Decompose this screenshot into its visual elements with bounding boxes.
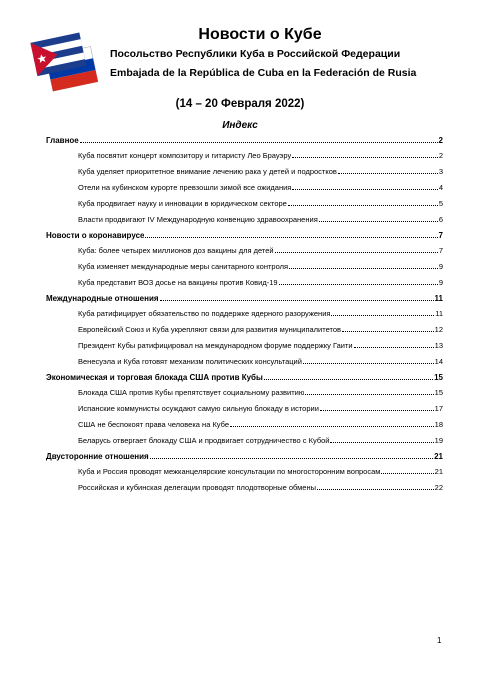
toc-leader-dots — [150, 452, 433, 459]
toc-leader-dots — [305, 388, 433, 395]
toc-leader-dots — [331, 309, 434, 316]
toc-section[interactable] — [46, 291, 443, 306]
toc-section-label: Международные отношения — [46, 294, 159, 303]
toc-leader-dots — [160, 294, 434, 301]
toc-leader-dots — [292, 151, 438, 158]
toc-item[interactable] — [46, 196, 443, 212]
index-heading: Индекс — [222, 120, 258, 131]
toc-item-label: Куба уделяет приоритетное внимание лечению рака у детей и подростков — [78, 167, 337, 176]
toc-item-label: США не беспокоят права человека на Кубе — [78, 420, 230, 429]
toc-item-label: Куба изменяет международные меры санитарного контроля — [78, 262, 289, 271]
toc-section[interactable] — [46, 133, 443, 148]
toc-page-number: 4 — [438, 183, 443, 192]
toc-item-label: Испанские коммунисты осуждают самую сильную блокаду в истории — [78, 404, 319, 413]
toc-item-label: Куба: более четырех миллионов доз вакцины для детей — [78, 246, 274, 255]
toc-page-number: 9 — [438, 262, 443, 271]
toc-item[interactable] — [46, 385, 443, 401]
toc-page-number: 11 — [434, 294, 443, 303]
toc-leader-dots — [381, 467, 433, 474]
toc-item[interactable] — [46, 433, 443, 449]
toc-item[interactable] — [46, 180, 443, 196]
toc-section-label: Главное — [46, 136, 79, 145]
toc-page-number: 12 — [434, 325, 443, 334]
toc-item-label: Куба представит ВОЗ досье на вакцины против Ковид-19 — [78, 278, 278, 287]
toc-leader-dots — [320, 404, 434, 411]
toc-leader-dots — [145, 231, 437, 238]
toc-item[interactable] — [46, 259, 443, 275]
table-of-contents — [46, 133, 443, 496]
toc-leader-dots — [319, 215, 438, 222]
toc-item[interactable] — [46, 354, 443, 370]
toc-leader-dots — [279, 278, 438, 285]
toc-item-label: Российская и кубинская делегации проводят плодотворные обмены — [78, 483, 316, 492]
toc-item[interactable] — [46, 338, 443, 354]
toc-leader-dots — [264, 373, 433, 380]
toc-leader-dots — [303, 357, 434, 364]
toc-item[interactable] — [46, 480, 443, 496]
toc-leader-dots — [230, 420, 434, 427]
toc-page-number: 15 — [434, 388, 443, 397]
toc-leader-dots — [330, 436, 433, 443]
toc-page-number: 18 — [434, 420, 443, 429]
toc-item-label: Венесуэла и Куба готовят механизм политических консультаций — [78, 357, 302, 366]
toc-item[interactable] — [46, 401, 443, 417]
toc-item[interactable] — [46, 212, 443, 228]
page-number: 1 — [437, 636, 442, 645]
toc-section[interactable] — [46, 370, 443, 385]
toc-page-number: 13 — [434, 341, 443, 350]
toc-item-label: Куба и Россия проводят межканцелярские консультации по многосторонним вопросам — [78, 467, 381, 476]
toc-item[interactable] — [46, 322, 443, 338]
toc-page-number: 11 — [435, 309, 443, 318]
document-title: Новости о Кубе — [198, 26, 322, 43]
date-range: (14 – 20 Февраля 2022) — [175, 98, 305, 110]
toc-item[interactable] — [46, 275, 443, 291]
toc-item-label: Беларусь отвергает блокаду США и продвигает сотрудничество с Кубой — [78, 436, 330, 445]
toc-leader-dots — [80, 136, 438, 143]
toc-leader-dots — [317, 483, 434, 490]
toc-item-label: Куба продвигает науку и инновации в юридическом секторе — [78, 199, 287, 208]
toc-item[interactable] — [46, 306, 443, 322]
toc-leader-dots — [288, 199, 438, 206]
toc-item[interactable] — [46, 417, 443, 433]
toc-page-number: 7 — [438, 246, 443, 255]
toc-leader-dots — [275, 246, 438, 253]
toc-page-number: 17 — [434, 404, 443, 413]
toc-leader-dots — [292, 183, 437, 190]
toc-page-number: 21 — [434, 452, 443, 461]
toc-item-label: Власти продвигают IV Международную конвенцию здравоохранения — [78, 215, 318, 224]
toc-leader-dots — [354, 341, 434, 348]
toc-leader-dots — [289, 262, 438, 269]
toc-item-label: Куба ратифицирует обязательство по поддержке ядерного разоружения — [78, 309, 331, 318]
toc-page-number: 6 — [438, 215, 443, 224]
toc-item[interactable] — [46, 464, 443, 480]
toc-page-number: 19 — [434, 436, 443, 445]
toc-leader-dots — [342, 325, 434, 332]
toc-item[interactable] — [46, 148, 443, 164]
toc-page-number: 22 — [434, 483, 443, 492]
toc-page-number: 9 — [438, 278, 443, 287]
toc-section-label: Новости о коронавирусе — [46, 231, 145, 240]
toc-item[interactable] — [46, 243, 443, 259]
toc-page-number: 3 — [438, 167, 443, 176]
toc-section-label: Экономическая и торговая блокада США против Кубы — [46, 373, 263, 382]
toc-section[interactable] — [46, 449, 443, 464]
toc-leader-dots — [338, 167, 438, 174]
toc-section[interactable] — [46, 228, 443, 243]
toc-section-label: Двусторонние отношения — [46, 452, 149, 461]
toc-item-label: Отели на кубинском курорте превзошли зимой все ожидания — [78, 183, 292, 192]
toc-item-label: Блокада США против Кубы препятствует социальному развитию — [78, 388, 305, 397]
embassy-name-russian: Посольство Республики Куба в Российской Федерации — [110, 48, 401, 60]
embassy-name-spanish: Embajada de la República de Cuba en la Federación de Rusia — [110, 67, 417, 79]
toc-item-label: Европейский Союз и Куба укрепляют связи для развития муниципалитетов — [78, 325, 342, 334]
toc-page-number: 2 — [438, 151, 443, 160]
toc-item-label: Куба посвятит концерт композитору и гитаристу Лео Брауэру — [78, 151, 292, 160]
toc-page-number: 7 — [438, 231, 443, 240]
toc-item[interactable] — [46, 164, 443, 180]
toc-page-number: 5 — [438, 199, 443, 208]
toc-page-number: 15 — [434, 373, 443, 382]
toc-item-label: Президент Кубы ратифицировал на международном форуме поддержку Гаити — [78, 341, 353, 350]
toc-page-number: 2 — [438, 136, 443, 145]
toc-page-number: 14 — [434, 357, 443, 366]
toc-page-number: 21 — [434, 467, 443, 476]
